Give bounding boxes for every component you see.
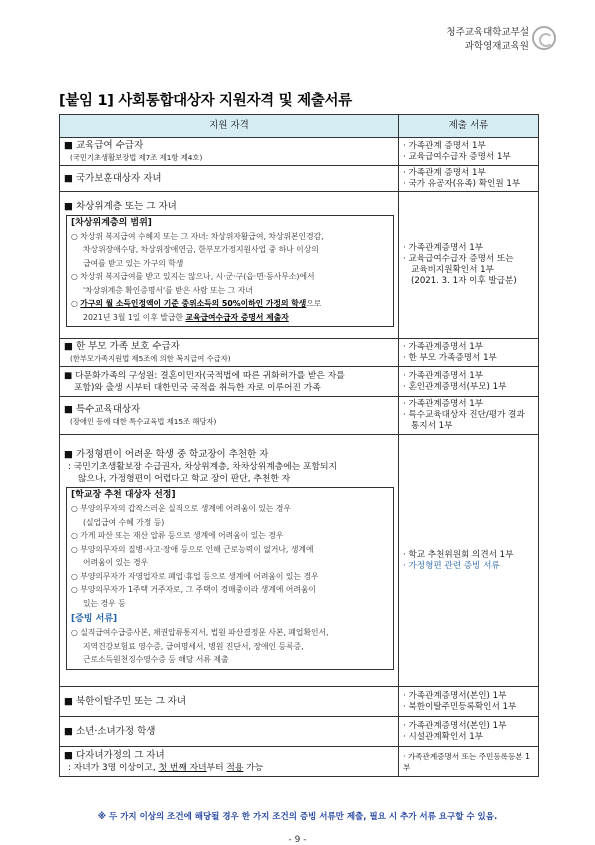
- list-item: 차상위장애수당, 차상위장애연금, 한부모가정지원사업 중 하나 이상의: [83, 245, 319, 255]
- doc-item: · 가정형편 관련 증빙 서류: [403, 560, 500, 571]
- documents-cell: [399, 397, 539, 435]
- doc-item: · 가족관계증명서(본인) 1부: [403, 720, 507, 731]
- desc-text: 가능: [243, 762, 264, 773]
- list-item: '차상위계층 확인증명서'를 받은 사람 또는 그 자녀: [83, 285, 253, 295]
- eligibility-title: ■ 다자녀가정의 그 자녀: [64, 749, 165, 761]
- eligibility-desc: 않으나, 가정형편이 어렵다고 학교 장이 판단, 추천한 자: [78, 474, 291, 485]
- eligibility-title: ■ 가정형편이 어려운 학생 중 학교장이 추천한 자: [64, 449, 269, 461]
- documents-cell: [399, 747, 539, 777]
- underlined-text: 첫 번째 자녀: [158, 762, 207, 773]
- doc-item: · 국가 유공자(유족) 확인원 1부: [403, 178, 521, 189]
- doc-item: (2021. 3. 1자 이후 발급분): [411, 276, 517, 286]
- documents-cell: [399, 687, 539, 717]
- list-item: ○ 부양의무자가 자영업자로 폐업·휴업 등으로 생계에 어려움이 있는 경우: [71, 571, 319, 581]
- list-item: ○ 부양의무자의 질병·사고·장애 등으로 인해 근로능력이 없거나, 생계에: [71, 544, 314, 554]
- documents-cell: [399, 192, 539, 339]
- eligibility-cell: [60, 747, 399, 777]
- table-row: [60, 138, 539, 166]
- box-title: [차상위계층의 범위]: [71, 217, 152, 228]
- table-row: [60, 367, 539, 397]
- doc-item: 교육비지원확인서 1부: [411, 265, 494, 275]
- doc-item: · 혼인관계증명서(부모) 1부: [403, 381, 507, 392]
- table-row: [60, 717, 539, 747]
- institution-header: [446, 26, 529, 54]
- list-item: ○ 실직급여수급증사본, 채권압류통지서, 법원 파산결정문 사본, 폐업확인서,: [71, 628, 329, 638]
- col-header-eligibility: 지원 자격: [60, 115, 399, 138]
- eligibility-cell: [60, 397, 399, 435]
- table-row: [60, 192, 539, 339]
- documents-cell: [399, 367, 539, 397]
- documents-cell: [399, 717, 539, 747]
- eligibility-cell: [60, 138, 399, 166]
- header-line2: 과학영재교육원: [464, 41, 529, 52]
- eligibility-cell: [60, 166, 399, 192]
- eligibility-sub: (장애인 등에 대한 특수교육법 제15조 해당자): [70, 416, 217, 426]
- doc-item: · 가족관계증명서 1부: [403, 370, 484, 381]
- header-line1: 청주교육대학교부설: [446, 27, 529, 38]
- list-item: ○ 가게 파산 또는 재산 압류 등으로 생계에 어려움이 있는 경우: [71, 531, 284, 541]
- list-item: [71, 311, 389, 325]
- col-header-documents: 제출 서류: [399, 115, 539, 138]
- institution-logo-icon: [532, 26, 556, 50]
- page-title: [붙임 1] 사회통합대상자 지원자격 및 제출서류: [59, 93, 352, 109]
- underlined-text: 적용: [226, 762, 244, 773]
- underlined-text: 교육급여수급자 증명서 제출자: [185, 312, 289, 322]
- table-row: [60, 747, 539, 777]
- doc-item: · 가족관계증명서 1부: [403, 399, 484, 409]
- doc-item: · 가족관계증명서(본인) 1부: [403, 690, 507, 701]
- eligibility-title: 포함)와 출생 시부터 대한민국 국적을 취득한 자로 이루어진 가족: [74, 382, 321, 393]
- doc-item: · 학교 추천위원회 의견서 1부: [403, 549, 514, 560]
- eligibility-sub: (한부모가족지원법 제5조에 의한 복지급여 수급자): [70, 353, 231, 363]
- table-row: [60, 166, 539, 192]
- table-header-row: [60, 115, 539, 138]
- eligibility-cell: [60, 717, 399, 747]
- doc-item: · 한 부모 가족증명서 1부: [403, 352, 497, 363]
- eligibility-cell: [60, 435, 399, 687]
- list-item: 근로소득원천징수영수증 등 해당 서류 제출: [83, 655, 229, 665]
- list-item: ○ 부양의무자의 갑작스러운 실직으로 생계에 어려움이 있는 경우: [71, 504, 291, 514]
- list-item: ○ 차상위 복지급여를 받고 있지는 않으나, 시·군·구(읍·면·동사무소)에서: [71, 272, 315, 282]
- eligibility-table: [59, 114, 539, 777]
- eligibility-title: ■ 차상위계층 또는 그 자녀: [64, 200, 177, 212]
- list-item: [71, 297, 389, 311]
- eligibility-title: ■ 특수교육대상자: [64, 403, 141, 415]
- page-number: - 9 -: [288, 835, 307, 845]
- eligibility-title: ■ 소년·소녀가정 학생: [64, 725, 156, 737]
- underlined-text: 가구의 월 소득인정액이 기준 중위소득의 50%이하인 가정의 학생: [80, 299, 307, 309]
- doc-item: · 특수교육대상자 진단/평가 결과: [403, 410, 525, 420]
- doc-item: · 가족관계 증명서 1부: [403, 167, 486, 178]
- documents-cell: [399, 339, 539, 367]
- documents-cell: [399, 166, 539, 192]
- list-text: 으로: [306, 299, 322, 309]
- documents-cell: [399, 435, 539, 687]
- doc-item: · 북한이탈주민등록확인서 1부: [403, 701, 517, 712]
- eligibility-cell: [60, 339, 399, 367]
- eligibility-title: ■ 교육급여 수급자: [64, 139, 144, 151]
- eligibility-title: ■ 한 부모 가족 보호 수급자: [64, 340, 180, 352]
- doc-item: · 가족관계증명서 1부: [403, 341, 484, 352]
- documents-cell: [399, 138, 539, 166]
- eligibility-desc: : 국민기초생활보장 수급권자, 차상위계층, 차차상위계층에는 포함되지: [68, 462, 337, 473]
- eligibility-cell: [60, 367, 399, 397]
- eligibility-sub: (국민기초생활보장법 제7조 제1항 제4호): [70, 152, 203, 162]
- table-row: [60, 339, 539, 367]
- footnote: ※ 두 가지 이상의 조건에 해당될 경우 한 가지 조건의 증빙 서류만 제출, 필요 시 추가 서류 요구할 수 있음.: [97, 812, 498, 822]
- list-item: ○ 차상위 복지급여 수혜지 또는 그 자녀: 차상위자활급여, 차상위본인경감,: [71, 231, 324, 241]
- desc-text: 부터: [206, 762, 227, 773]
- list-item: 어려움이 있는 경우: [83, 558, 149, 568]
- eligibility-title: ■ 다문화가족의 구성원: 결혼이민자(국적법에 따른 귀화허가를 받은 자를: [64, 370, 345, 381]
- table-row: [60, 435, 539, 687]
- list-item: 지역건강보험료 영수증, 급여명세서, 병원 진단서, 장애인 등록증,: [83, 641, 304, 651]
- doc-item: · 가족관계증명서 1부: [403, 243, 484, 253]
- eligibility-title: ■ 국가보훈대상자 자녀: [64, 172, 162, 184]
- eligibility-cell: [60, 687, 399, 717]
- eligibility-cell: [60, 192, 399, 339]
- near-poverty-scope-box: [66, 215, 394, 328]
- list-bullet: ○: [71, 299, 81, 309]
- doc-item: · 교육급여수급자 증명서 또는: [403, 254, 514, 264]
- list-item: (실업급여 수혜 가정 등): [83, 517, 165, 527]
- list-item: 있는 경우 등: [83, 598, 126, 608]
- doc-item: · 가족관계 증명서 1부: [403, 140, 486, 151]
- list-item: 급여를 받고 있는 가구의 학생: [83, 258, 184, 268]
- desc-text: : 자녀가 3명 이상이고,: [68, 762, 159, 773]
- box-title: [증빙 서류]: [71, 614, 118, 625]
- table-row: [60, 397, 539, 435]
- list-text: 2021년 3월 1일 이후 발급한: [83, 312, 186, 322]
- eligibility-desc: [64, 762, 394, 774]
- eligibility-title: ■ 북한이탈주민 또는 그 자녀: [64, 695, 187, 707]
- list-item: ○ 부양의무자가 1주택 거주자로, 그 주택이 경매중이라 생계에 어려움이: [71, 585, 316, 595]
- doc-item: 통지서 1부: [411, 421, 453, 431]
- doc-item: · 교육급여수급자 증명서 1부: [403, 151, 511, 162]
- principal-recommendation-box: [66, 487, 394, 670]
- table-row: [60, 687, 539, 717]
- doc-item: · 가족관계증명서 또는 주민등록등본 1부: [403, 751, 530, 772]
- doc-item: · 시설관계확인서 1부: [403, 731, 484, 742]
- box-title: [학교장 추천 대상자 선정]: [71, 490, 176, 501]
